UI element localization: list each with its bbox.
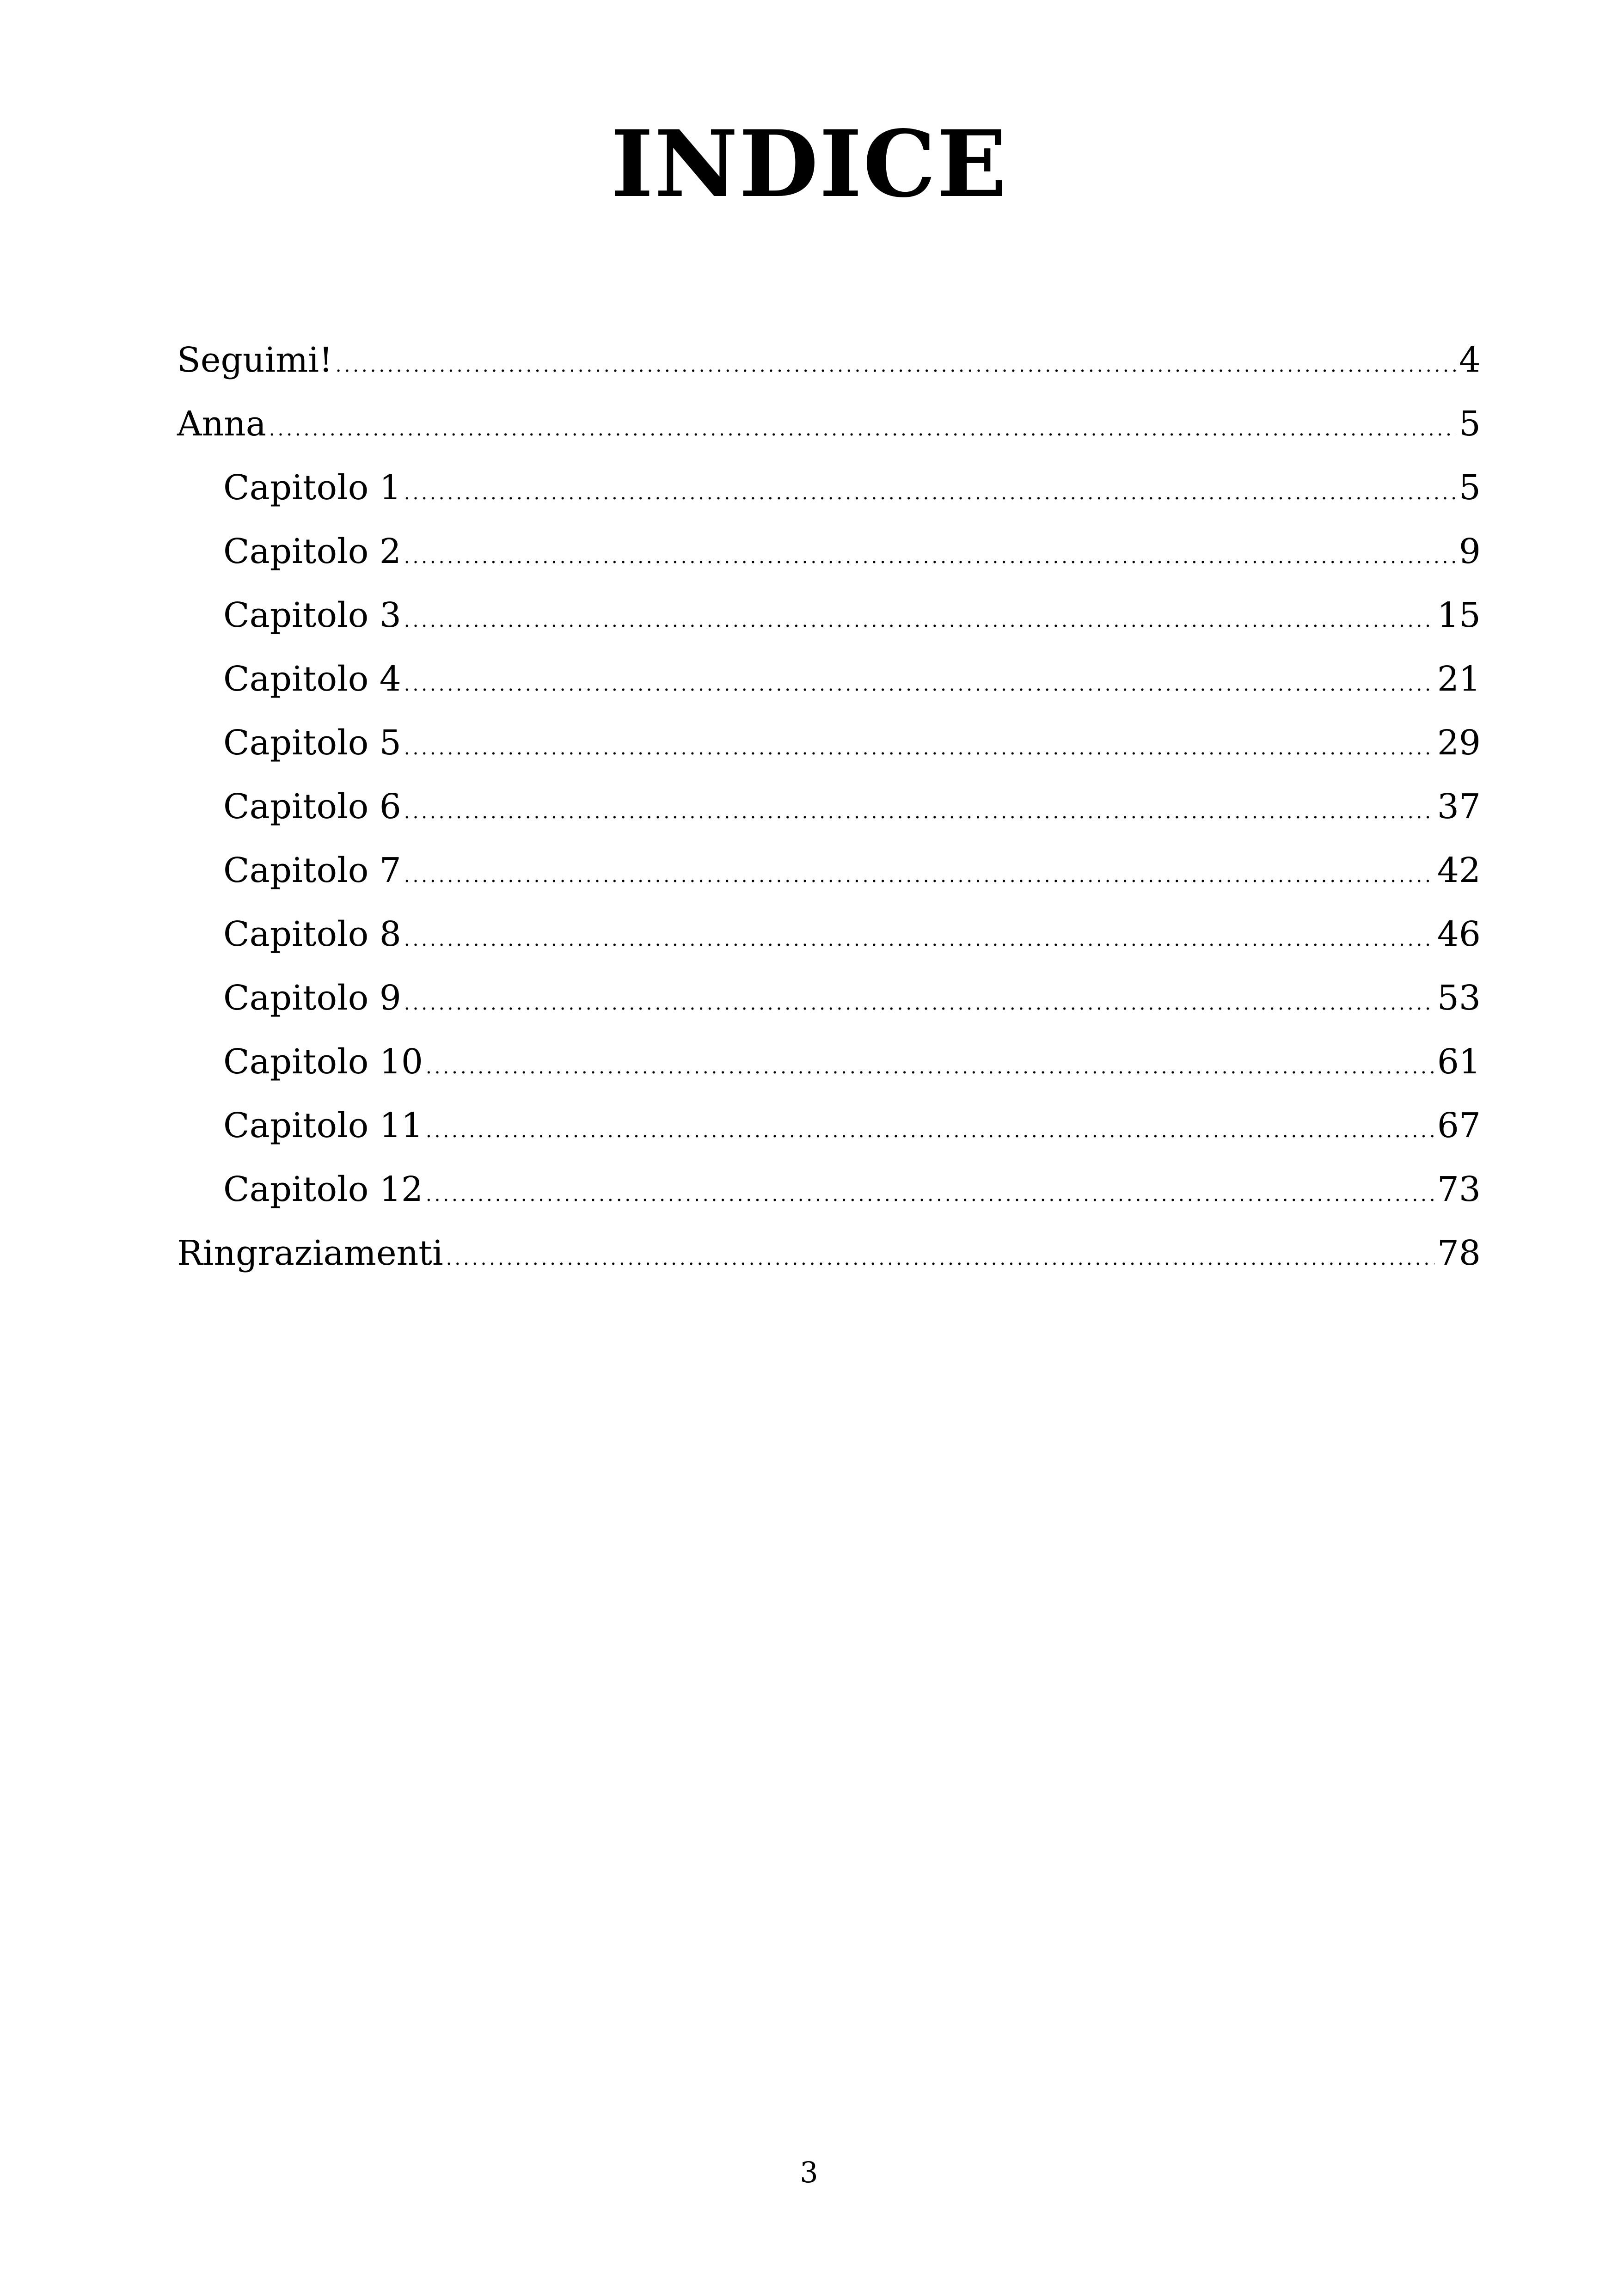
toc-dot-leader <box>404 525 1456 589</box>
toc-entry-ringraziamenti[interactable] <box>177 1221 1481 1285</box>
toc-entry-label: Capitolo 5 <box>223 723 401 763</box>
toc-dot-leader <box>404 653 1434 716</box>
toc-entry-capitolo-1[interactable] <box>177 456 1481 520</box>
toc-entry-page: 67 <box>1437 1106 1481 1145</box>
toc-entry-capitolo-11[interactable] <box>177 1094 1481 1157</box>
toc-entry-label: Anna <box>177 404 266 444</box>
toc-dot-leader <box>426 1099 1434 1163</box>
toc-entry-label: Capitolo 10 <box>223 1042 423 1082</box>
toc-entry-page: 42 <box>1437 851 1481 890</box>
toc-entry-capitolo-6[interactable] <box>177 775 1481 839</box>
toc-dot-leader <box>404 716 1434 780</box>
toc-entry-page: 21 <box>1437 659 1481 699</box>
toc-entry-page: 46 <box>1437 914 1481 954</box>
toc-dot-leader <box>426 1163 1434 1227</box>
toc-entry-capitolo-9[interactable] <box>177 966 1481 1030</box>
toc-entry-label: Capitolo 3 <box>223 595 401 635</box>
toc-dot-leader <box>426 1035 1434 1099</box>
toc-dot-leader <box>404 908 1434 972</box>
toc-entry-seguimi[interactable] <box>177 328 1481 392</box>
toc-entry-page: 61 <box>1437 1042 1481 1082</box>
toc-entry-page: 5 <box>1459 404 1481 444</box>
toc-dot-leader <box>446 1227 1434 1291</box>
toc-dot-leader <box>336 334 1456 398</box>
toc-entry-capitolo-10[interactable] <box>177 1030 1481 1094</box>
toc-dot-leader <box>404 844 1434 908</box>
toc-entry-label: Capitolo 9 <box>223 978 401 1018</box>
toc-entry-label: Capitolo 1 <box>223 468 401 508</box>
toc-entry-anna[interactable] <box>177 392 1481 456</box>
toc-entry-label: Ringraziamenti <box>177 1233 443 1273</box>
toc-entry-capitolo-3[interactable] <box>177 583 1481 647</box>
toc-entry-label: Capitolo 11 <box>223 1106 423 1145</box>
toc-dot-leader <box>404 780 1434 844</box>
toc-entry-label: Seguimi! <box>177 340 333 380</box>
toc-entry-page: 5 <box>1459 468 1481 508</box>
page-number: 3 <box>800 2155 818 2189</box>
toc-entry-label: Capitolo 6 <box>223 787 401 827</box>
toc-entry-label: Capitolo 4 <box>223 659 401 699</box>
toc-entry-capitolo-2[interactable] <box>177 520 1481 583</box>
toc-dot-leader <box>404 972 1434 1035</box>
table-of-contents <box>177 328 1481 1285</box>
toc-dot-leader <box>404 461 1456 525</box>
toc-dot-leader <box>404 589 1434 653</box>
toc-dot-leader <box>269 398 1456 461</box>
toc-entry-page: 4 <box>1459 340 1481 380</box>
toc-entry-label: Capitolo 2 <box>223 532 401 571</box>
toc-entry-page: 78 <box>1437 1233 1481 1273</box>
toc-entry-page: 53 <box>1437 978 1481 1018</box>
toc-entry-capitolo-4[interactable] <box>177 647 1481 711</box>
toc-entry-page: 29 <box>1437 723 1481 763</box>
toc-entry-page: 15 <box>1437 595 1481 635</box>
toc-entry-capitolo-5[interactable] <box>177 711 1481 775</box>
page-title: INDICE <box>610 110 1008 218</box>
toc-entry-page: 37 <box>1437 787 1481 827</box>
toc-entry-label: Capitolo 12 <box>223 1169 423 1209</box>
toc-entry-capitolo-12[interactable] <box>177 1157 1481 1221</box>
toc-entry-page: 73 <box>1437 1169 1481 1209</box>
toc-entry-label: Capitolo 8 <box>223 914 401 954</box>
toc-entry-label: Capitolo 7 <box>223 851 401 890</box>
toc-entry-capitolo-8[interactable] <box>177 902 1481 966</box>
toc-entry-capitolo-7[interactable] <box>177 839 1481 902</box>
toc-entry-page: 9 <box>1459 532 1481 571</box>
